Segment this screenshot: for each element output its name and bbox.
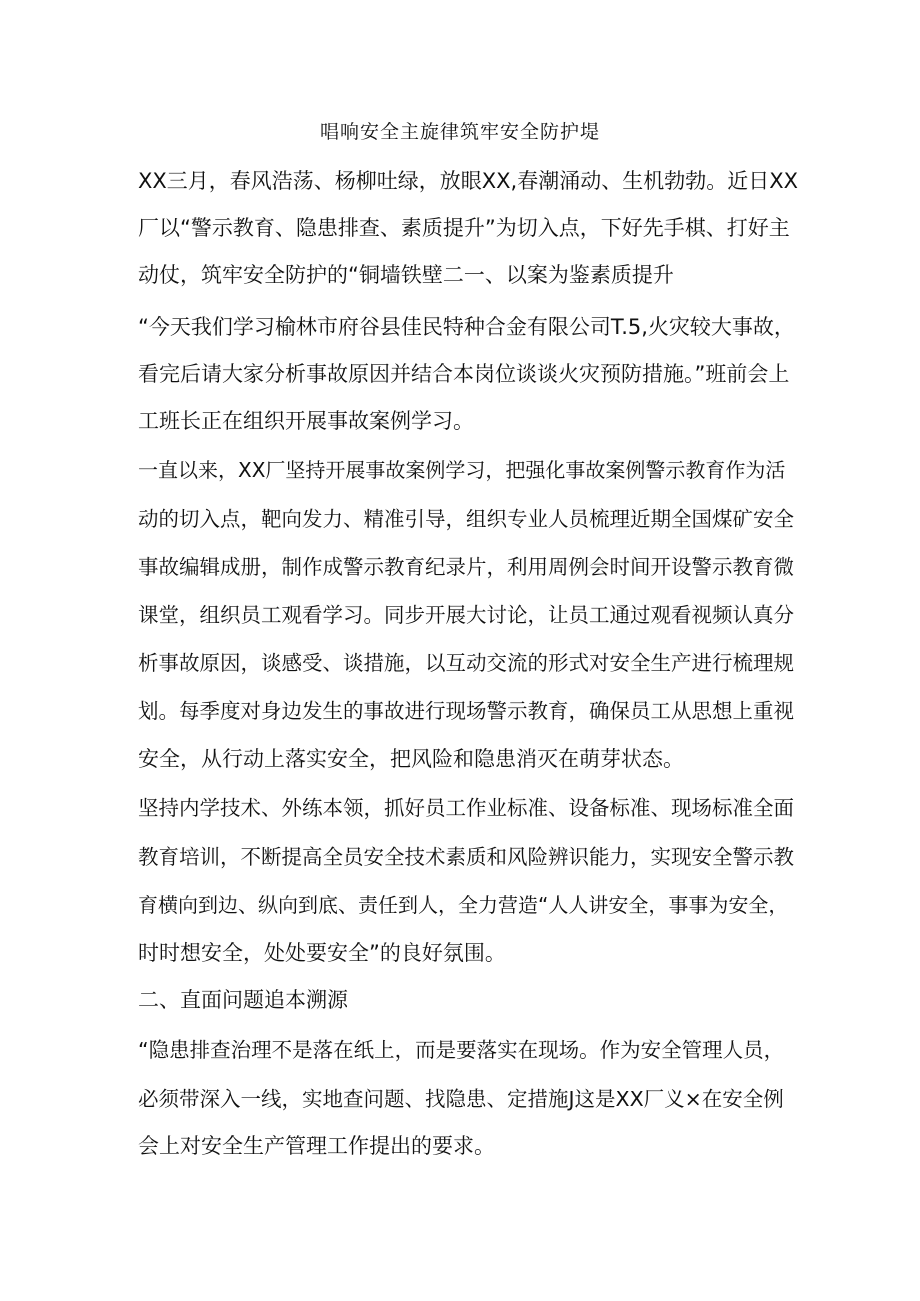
text-line: 时时想安全，处处要安全”的良好氛围。 xyxy=(138,941,506,965)
text-line: 析事故原因，谈感受、谈措施，以互动交流的形式对安全生产进行梳理规 xyxy=(138,651,794,675)
text-line: 坚持内学技术、外练本领，抓好员工作业标准、设备标准、现场标准全面 xyxy=(138,796,794,820)
text-line: 事故编辑成册，制作成警示教育纪录片，利用周例会时间开设警示教育微 xyxy=(138,555,794,579)
document-title: 唱响安全主旋律筑牢安全防护堤 xyxy=(319,121,600,143)
text-line: XX三月，春风浩荡、杨柳吐绿，放眼XX,春潮涌动、生机勃勃。近日XX xyxy=(138,169,798,193)
text-line: 厂以“警示教育、隐患排查、素质提升”为切入点，下好先手棋、打好主 xyxy=(138,216,790,240)
text-line: 动仗，筑牢安全防护的“铜墙铁壁二一、以案为鉴素质提升 xyxy=(138,263,674,287)
text-line: 工班长正在组织开展事故案例学习。 xyxy=(138,409,474,433)
text-line: 划。每季度对身边发生的事故进行现场警示教育，确保员工从思想上重视 xyxy=(138,699,794,723)
text-line: 看完后请大家分析事故原因并结合本岗位谈谈火灾预防措施。”班前会上 xyxy=(138,362,790,386)
text-line: 课堂，组织员工观看学习。同步开展大讨论，让员工通过观看视频认真分 xyxy=(138,603,794,627)
text-line: 动的切入点，靶向发力、精准引导，组织专业人员梳理近期全国煤矿安全 xyxy=(138,507,794,531)
text-line: 必须带深入一线，实地查问题、找隐患、定措施J这是XX厂义×在安全例 xyxy=(138,1087,784,1111)
text-line: 会上对安全生产管理工作提出的要求。 xyxy=(138,1134,495,1158)
text-line: 育横向到边、纵向到底、责任到人，全力营造“人人讲安全，事事为安全， xyxy=(138,893,789,917)
text-line: 教育培训，不断提高全员安全技术素质和风险辨识能力，实现安全警示教 xyxy=(138,845,794,869)
text-line: 安全，从行动上落实安全，把风险和隐患消灭在萌芽状态。 xyxy=(138,747,684,771)
section-heading: 二、直面问题追本溯源 xyxy=(138,988,348,1012)
text-line: 一直以来，XX厂坚持开展事故案例学习，把强化事故案例警示教育作为活 xyxy=(138,458,786,482)
text-line: “今天我们学习榆林市府谷县佳民特种合金有限公司T.5,火灾较大事故， xyxy=(138,315,795,339)
text-line: “隐患排查治理不是落在纸上，而是要落实在现场。作为安全管理人员， xyxy=(138,1038,785,1062)
